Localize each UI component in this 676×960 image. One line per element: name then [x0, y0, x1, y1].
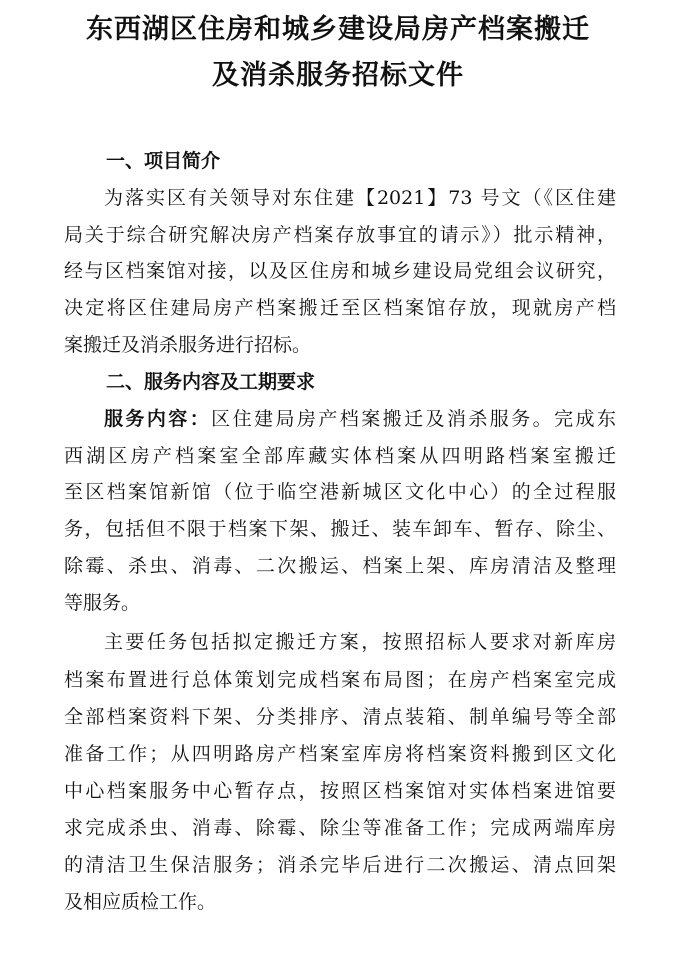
paragraph-line: 西湖区房产档案室全部库藏实体档案从四明路档案室搬迁 [64, 445, 616, 467]
service-content-text: 区住建局房产档案搬迁及消杀服务。完成东 [211, 408, 616, 430]
paragraph-line: 主要任务包括拟定搬迁方案，按照招标人要求对新库房 [104, 631, 616, 653]
paragraph-line: 案搬迁及消杀服务进行招标。 [64, 334, 312, 356]
paragraph-line: 及相应质检工作。 [64, 891, 217, 913]
paragraph-line: 等服务。 [64, 592, 141, 614]
paragraph-line: 的清洁卫生保洁服务；消杀完毕后进行二次搬运、清点回架 [64, 854, 616, 876]
paragraph-line: 全部档案资料下架、分类排序、清点装箱、制单编号等全部 [64, 706, 616, 728]
paragraph-line: 为落实区有关领导对东住建【2021】73 号文（《区住建 [104, 187, 616, 209]
section-heading-service-content: 二、服务内容及工期要求 [106, 371, 316, 393]
paragraph-line: 中心档案服务中心暂存点，按照区档案馆对实体档案进馆要 [64, 780, 616, 802]
document-title-line-1: 东西湖区住房和城乡建设局房产档案搬迁 [86, 14, 590, 45]
paragraph-line: 局关于综合研究解决房产档案存放事宜的请示》）批示精神， [64, 224, 616, 246]
paragraph-line: 求完成杀虫、消毒、除霉、除尘等准备工作；完成两端库房 [64, 817, 616, 839]
section-heading-project-intro: 一、项目简介 [106, 150, 221, 172]
paragraph-line: 经与区档案馆对接，以及区住房和城乡建设局党组会议研究， [64, 260, 616, 282]
paragraph-line: 除霉、杀虫、消毒、二次搬运、档案上架、库房清洁及整理 [64, 555, 616, 577]
document-title-line-2: 及消杀服务招标文件 [212, 60, 464, 91]
service-content-label: 服务内容： [104, 408, 212, 430]
paragraph-line: 准备工作；从四明路房产档案室库房将档案资料搬到区文化 [64, 743, 616, 765]
paragraph-line: 决定将区住建局房产档案搬迁至区档案馆存放，现就房产档 [64, 297, 616, 319]
paragraph-line [104, 404, 616, 434]
paragraph-line: 档案布置进行总体策划完成档案布局图；在房产档案室完成 [64, 669, 616, 691]
paragraph-line: 至区档案馆新馆（位于临空港新城区文化中心）的全过程服 [64, 481, 616, 503]
paragraph-line: 务，包括但不限于档案下架、搬迁、装车卸车、暂存、除尘、 [64, 518, 616, 540]
